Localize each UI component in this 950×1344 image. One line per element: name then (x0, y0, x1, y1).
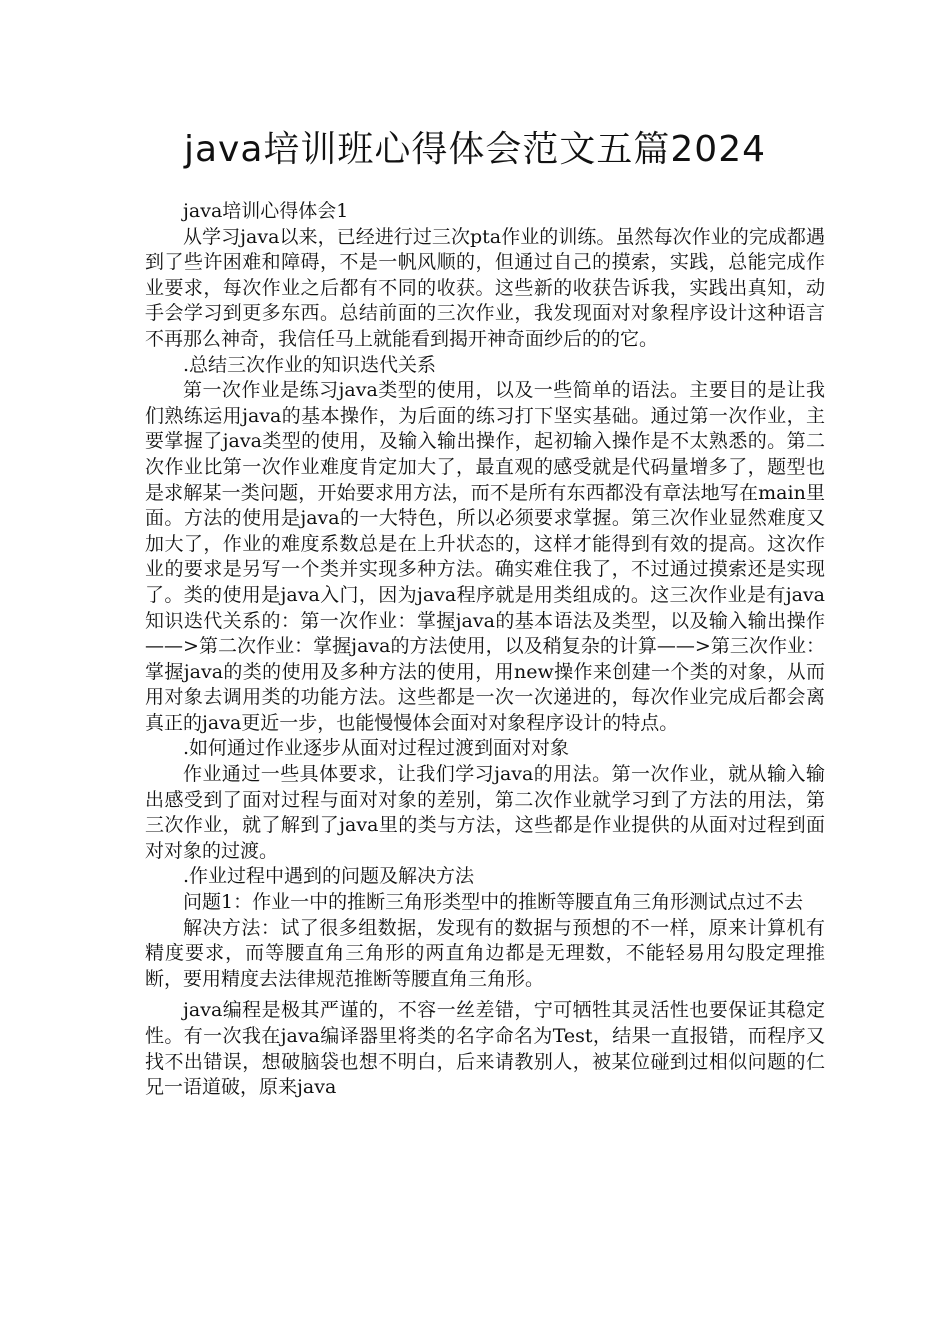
document-body (145, 199, 825, 1101)
body-paragraph: java编程是极其严谨的，不容一丝差错，宁可牺牲其灵活性也要保证其稳定性。有一次我在java编译器里将类的名字命名为Test，结果一直报错，而程序又找不出错误，想破脑袋也想不明白，后来请教别人，被某位碰到过相似问题的仁兄一语道破，原来java (145, 999, 825, 1099)
section-heading: java培训心得体会1 (183, 200, 349, 222)
body-paragraph: 第一次作业是练习java类型的使用，以及一些简单的语法。主要目的是让我们熟练运用java的基本操作，为后面的练习打下坚实基础。通过第一次作业，主要掌握了java类型的使用，及输入输出操作，起初输入操作是不太熟悉的。第二次作业比第一次作业难度肯定加大了，最直观的感受就是代码量增多了，题型也是求解某一类问题，开始要求用方法，而不是所有东西都没有章法地写在main里面。方法的使用是java的一大特色，所以必须要求掌握。第三次作业显然难度又加大了，作业的难度系数总是在上升状态的，这样才能得到有效的提高。这次作业的要求是另写一个类并实现多种方法。确实难住我了，不过通过摸索还是实现了。类的使用是java入门，因为java程序就是用类组成的。这三次作业是有java知识迭代关系的：第一次作业：掌握java的基本语法及类型，以及输入输出操作——>第二次作业：掌握java的方法使用，以及稍复杂的计算——>第三次作业：掌握java的类的使用及多种方法的使用，用new操作来创建一个类的对象，从而用对象去调用类的功能方法。这些都是一次一次递进的，每次作业完成后都会离真正的java更近一步，也能慢慢体会面对对象程序设计的特点。 (145, 379, 825, 734)
body-paragraph: 问题1：作业一中的推断三角形类型中的推断等腰直角三角形测试点过不去 (183, 891, 804, 914)
section-heading: .如何通过作业逐步从面对过程过渡到面对对象 (183, 737, 570, 760)
section-heading: .总结三次作业的知识迭代关系 (183, 353, 437, 376)
body-paragraph: 解决方法：试了很多组数据，发现有的数据与预想的不一样，原来计算机有精度要求，而等腰直角三角形的两直角边都是无理数，不能轻易用勾股定理推断，要用精度去法律规范推断等腰直角三角形。 (145, 916, 825, 990)
page-title: java培训班心得体会范文五篇2024 (183, 129, 767, 170)
body-paragraph: 作业通过一些具体要求，让我们学习java的用法。第一次作业，就从输入输出感受到了面对过程与面对对象的差别，第二次作业就学习到了方法的用法，第三次作业，就了解到了java里的类与方法，这些都是作业提供的从面对过程到面对对象的过渡。 (145, 763, 825, 862)
body-paragraph: 从学习java以来，已经进行过三次pta作业的训练。虽然每次作业的完成都遇到了些许困难和障碍，不是一帆风顺的，但通过自己的摸索，实践，总能完成作业要求，每次作业之后都有不同的收获。这些新的收获告诉我，实践出真知，动手会学习到更多东西。总结前面的三次作业，我发现面对对象程序设计这种语言不再那么神奇，我信任马上就能看到揭开神奇面纱后的的它。 (145, 225, 825, 350)
section-heading: .作业过程中遇到的问题及解决方法 (183, 865, 475, 888)
